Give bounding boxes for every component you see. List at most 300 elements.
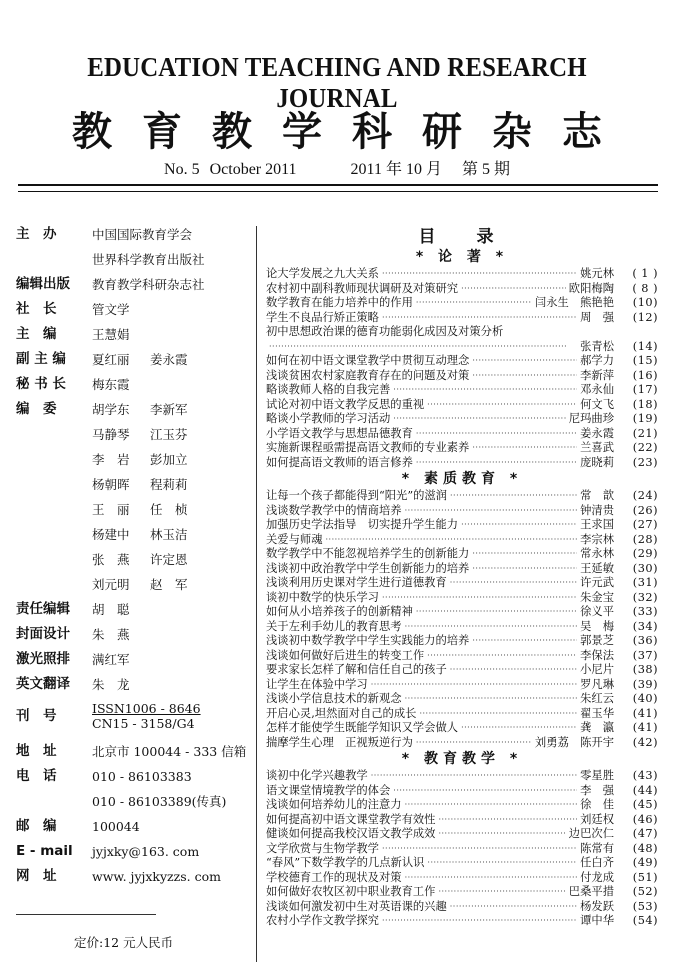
- toc-entry[interactable]: [266, 427, 658, 442]
- toc-entry[interactable]: [266, 383, 658, 398]
- toc-entry[interactable]: [266, 678, 658, 693]
- committee-name: 李 岩: [92, 452, 130, 467]
- toc-leader-dots: [393, 412, 566, 427]
- toc-entry-title: 略谈小学教师的学习活动: [266, 412, 391, 425]
- toc-entry-author: 李新萍: [580, 368, 614, 382]
- toc-entry-author: 巴桑平措: [568, 885, 614, 898]
- typeset-row: [16, 647, 252, 672]
- toc-entry-page: (53): [632, 899, 658, 913]
- committee-line: [92, 547, 252, 572]
- cover-row: [16, 622, 252, 647]
- toc-leader-dots: [427, 856, 577, 871]
- committee-line: [92, 472, 252, 497]
- committee-name: 江玉芬: [150, 427, 188, 442]
- cn-number: CN15 - 3158/G4: [92, 716, 195, 731]
- toc-entry[interactable]: [266, 692, 658, 707]
- toc-entry-author: 庞晓莉: [580, 455, 614, 469]
- committee-name: 刘元明: [92, 577, 130, 592]
- toc-entry[interactable]: [266, 456, 658, 471]
- cover-value: 朱 燕: [92, 627, 130, 642]
- toc-entry-author: 王求国: [580, 518, 614, 531]
- toc-leader-dots: [416, 736, 532, 751]
- toc-entry-author: 边巴次仁: [568, 827, 614, 840]
- toc-entry-title: “春风”下数学教学的几点新认识: [266, 856, 425, 869]
- toc-entry-page: (19): [632, 412, 658, 425]
- committee-name: 程莉莉: [150, 477, 188, 492]
- toc-entry[interactable]: [266, 398, 658, 413]
- toc-entry-page: (17): [632, 383, 658, 396]
- toc-leader-dots: [371, 678, 577, 693]
- toc-leader-dots: [461, 282, 566, 297]
- toc-entry-page: (51): [632, 870, 658, 884]
- toc-leader-dots: [382, 311, 577, 326]
- toc-entry-page: (18): [632, 397, 658, 411]
- committee-name: 杨建中: [92, 527, 130, 542]
- toc-entry[interactable]: [266, 842, 658, 857]
- toc-leader-dots: [405, 692, 578, 707]
- committee-line: [92, 572, 252, 597]
- toc-entry-page: (31): [632, 576, 658, 589]
- toc-entry-title: 让学生在体验中学习: [266, 677, 368, 691]
- toc-entry-page: (16): [632, 368, 658, 382]
- toc-entry[interactable]: [266, 489, 658, 504]
- deputy-value: [92, 347, 252, 372]
- toc-entry-page: (32): [632, 590, 658, 604]
- toc-entry-author: 吴 梅: [580, 619, 614, 633]
- toc-entry-page: (33): [632, 605, 658, 618]
- toc-entry[interactable]: [266, 267, 658, 282]
- toc-entry-title: 如何从小培养孩子的创新精神: [266, 605, 413, 618]
- postcode-label: 邮 编: [16, 818, 57, 834]
- deputy-name: 夏红丽: [92, 352, 130, 367]
- toc-leader-dots: [393, 383, 577, 398]
- toc-entry-author: 姜永霞: [580, 426, 614, 440]
- translator-value: 朱 龙: [92, 677, 130, 692]
- toc-entry-title: 如何提高语文教师的语言修养: [266, 455, 413, 469]
- toc-entry-author: 王延敏: [580, 561, 614, 575]
- toc-entry[interactable]: [266, 827, 658, 842]
- toc-entry-title: 怎样才能使学生既能学知识又学会做人: [266, 721, 459, 734]
- toc-entry-page: (38): [632, 663, 658, 676]
- toc-entry-page: (12): [632, 310, 658, 324]
- typeset-value: 满红军: [92, 652, 130, 667]
- toc-entry-title: 农村初中副科教师现状调研及对策研究: [266, 281, 459, 295]
- header-rule-top: [18, 184, 658, 186]
- toc-leader-dots: [450, 576, 577, 591]
- toc-entry-author: 何文飞: [580, 397, 614, 411]
- toc-entry[interactable]: [266, 769, 658, 784]
- email-label: E - mail: [16, 843, 73, 859]
- toc-entry-author: 朱金宝: [580, 590, 614, 604]
- toc-leader-dots: [416, 296, 532, 311]
- toc-entry-page: (37): [632, 648, 658, 662]
- phone-row: [16, 764, 252, 814]
- committee-line: [92, 497, 252, 522]
- toc-entry-title: 略谈教师人格的自我完善: [266, 383, 391, 396]
- toc-entry-author: 常 歆: [580, 489, 614, 502]
- toc-entry-author: 许元武: [580, 576, 614, 589]
- committee-name: 张 燕: [92, 552, 130, 567]
- toc-entry-page: (49): [632, 856, 658, 869]
- president-row: [16, 297, 252, 322]
- toc-entry-title: 农村小学作文教学探究: [266, 914, 379, 927]
- toc-entry-page: (36): [632, 634, 658, 647]
- toc-entry-author: 谭中华: [580, 914, 614, 927]
- toc-entry[interactable]: [266, 576, 658, 591]
- toc-entry-page: (44): [632, 783, 658, 797]
- toc-entry-author: 兰喜武: [580, 441, 614, 454]
- toc-entry-page: (41): [632, 706, 658, 720]
- toc-entry[interactable]: [266, 620, 658, 635]
- postcode-row: [16, 814, 252, 839]
- toc-leader-dots: [472, 354, 577, 369]
- toc-entry-author: 小尼片: [580, 663, 614, 676]
- committee-line: [92, 422, 252, 447]
- toc-entry[interactable]: [266, 282, 658, 297]
- toc-entry-author: 闫永生 熊艳艳: [534, 296, 614, 309]
- toc-entry-title: 浅谈如何做好后进生的转变工作: [266, 648, 425, 662]
- website-value: www. jyjxkyzzs. com: [92, 869, 221, 884]
- price: 定价:12 元人民币: [74, 935, 174, 950]
- toc-entry-title: 浅谈数学教学中的情商培养: [266, 503, 402, 517]
- toc-entry-author: 姚元林: [580, 267, 614, 280]
- toc-entry-page: (43): [632, 769, 658, 782]
- toc-entry-title: 如何做好农牧区初中职业教育工作: [266, 885, 436, 898]
- address-row: [16, 739, 252, 764]
- toc-entry-title: 浅谈如何培养幼儿的注意力: [266, 798, 402, 811]
- toc-entry[interactable]: [266, 591, 658, 606]
- toc-entry[interactable]: [266, 325, 658, 340]
- committee-name: 任 桢: [150, 502, 188, 517]
- toc-entry-title: 学校德育工作的现状及对策: [266, 870, 402, 884]
- toc-entry[interactable]: [266, 504, 658, 519]
- toc-entry-page: (47): [632, 827, 658, 840]
- toc-leader-dots: [472, 441, 577, 456]
- publisher-row: [16, 272, 252, 297]
- toc-entry-title: 语文课堂情境教学的体会: [266, 783, 391, 797]
- toc-entry[interactable]: [266, 412, 658, 427]
- toc-entry-page: (26): [632, 503, 658, 517]
- toc-entry-title: 浅谈初中数学教学中学生实践能力的培养: [266, 634, 470, 647]
- toc-leader-dots: [416, 605, 577, 620]
- toc-entry-page: (54): [632, 914, 658, 927]
- toc-entry-page: (29): [632, 547, 658, 560]
- toc-entry-title: 数学教学中不能忽视培养学生的创新能力: [266, 547, 470, 560]
- toc-entry[interactable]: [266, 885, 658, 900]
- toc-entry-title: 健谈如何提高我校汉语文教学成效: [266, 827, 436, 840]
- secretary-value: 梅东霞: [92, 377, 130, 392]
- committee-line: [92, 397, 252, 422]
- column-divider: [256, 226, 257, 962]
- president-label: 社 长: [16, 301, 57, 317]
- toc-body: [266, 248, 658, 929]
- editor-value: 胡 聪: [92, 602, 130, 617]
- toc-entry[interactable]: [266, 707, 658, 722]
- sponsor-row: [16, 222, 252, 272]
- toc-entry-title: 浅谈如何激发初中生对英语课的兴趣: [266, 899, 447, 913]
- toc-leader-dots: [382, 267, 577, 282]
- committee-name: 许定恩: [150, 552, 188, 567]
- toc-entry-title: 要求家长怎样了解和信任自己的孩子: [266, 663, 447, 676]
- toc-leader-dots: [405, 504, 578, 519]
- committee-line: [92, 447, 252, 472]
- toc-entry-page: (24): [632, 489, 658, 502]
- sponsor-line: 中国国际教育学会: [92, 227, 193, 242]
- toc-entry-page: (14): [632, 339, 658, 353]
- toc-entry[interactable]: [266, 547, 658, 562]
- toc-entry-title: 如何提高初中语文课堂教学有效性: [266, 812, 436, 826]
- fax-number: 010 - 86103389(传真): [92, 794, 227, 809]
- toc-entry-author: 朱红云: [580, 692, 614, 705]
- toc-entry-page: ( 1 ): [632, 267, 658, 280]
- president-value: 管文学: [92, 302, 130, 317]
- toc-entry[interactable]: [266, 533, 658, 548]
- toc-entry-page: (23): [632, 455, 658, 469]
- toc-entry-title: 文学欣赏与生物学教学: [266, 841, 379, 855]
- toc-entry[interactable]: [266, 813, 658, 828]
- toc-entry-author: 周 强: [580, 310, 614, 324]
- toc-leader-dots: [472, 562, 577, 577]
- toc-entry-page: (22): [632, 441, 658, 454]
- toc-leader-dots: [472, 547, 577, 562]
- toc-entry-page: (15): [632, 354, 658, 367]
- toc-entry-page: (48): [632, 841, 658, 855]
- toc-entry-page: ( 8 ): [632, 281, 658, 295]
- toc-leader-dots: [450, 489, 577, 504]
- committee-name: 胡学东: [92, 402, 130, 417]
- toc-entry[interactable]: [266, 784, 658, 799]
- toc-entry-title: 论大学发展之九大关系: [266, 267, 379, 280]
- secretary-label: 秘 书 长: [16, 376, 66, 392]
- toc-entry-page: (40): [632, 692, 658, 705]
- journal-title-cn: 教育教学科研杂志: [72, 109, 632, 155]
- toc-entry-page: (45): [632, 798, 658, 811]
- toc-leader-dots: [450, 900, 577, 915]
- toc-leader-dots: [438, 813, 577, 828]
- committee-name: 林玉洁: [150, 527, 188, 542]
- phone-value: [92, 764, 252, 814]
- toc-entry-author: 付龙成: [580, 870, 614, 884]
- committee-name: 王 丽: [92, 502, 130, 517]
- issue-number-cn: 第 5 期: [461, 161, 510, 178]
- sponsor-value: [92, 222, 252, 272]
- toc-leader-dots: [405, 620, 578, 635]
- toc-entry-title: 实施新课程亟需提高语文教师的专业素养: [266, 441, 470, 454]
- chief-editor-label: 主 编: [16, 326, 57, 342]
- toc-entry[interactable]: [266, 311, 658, 326]
- sponsor-label: 主 办: [16, 226, 57, 242]
- toc-entry[interactable]: [266, 856, 658, 871]
- toc-entry-title: 关于左利手幼儿的教育思考: [266, 619, 402, 633]
- toc-leader-dots: [382, 914, 577, 929]
- toc-entry[interactable]: [266, 562, 658, 577]
- toc-entry-author: 零星胜: [580, 769, 614, 782]
- toc-entry-title: 试论对初中语文教学反思的重视: [266, 397, 425, 411]
- toc-entry-title: 谈初中数学的快乐学习: [266, 590, 379, 604]
- toc-entry[interactable]: [266, 296, 658, 311]
- toc-leader-dots: [269, 340, 577, 355]
- toc-entry[interactable]: [266, 914, 658, 929]
- issn-value: [92, 697, 252, 731]
- toc-entry-author: 钟清贵: [580, 503, 614, 517]
- deputy-label: 副 主 编: [16, 351, 66, 367]
- toc-entry-title: 浅谈利用历史课对学生进行道德教育: [266, 576, 447, 589]
- toc-entry-author: 郝学力: [580, 354, 614, 367]
- publisher-value: 教育教学科研杂志社: [92, 277, 205, 292]
- toc-entry-author: 任白齐: [580, 856, 614, 869]
- toc-entry-title: 开启心灵,坦然面对自己的成长: [266, 706, 417, 720]
- toc-entry[interactable]: [266, 369, 658, 384]
- toc-entry-author: 刘勇荔 陈开宇: [534, 735, 614, 749]
- issue-number: No. 5: [164, 161, 200, 178]
- editor-label: 责任编辑: [16, 601, 70, 617]
- cover-label: 封面设计: [16, 626, 70, 642]
- postcode-value: 100044: [92, 819, 140, 834]
- committee-name: 李新军: [150, 402, 188, 417]
- toc-entry-page: (21): [632, 426, 658, 440]
- toc-entry-title: 学生不良品行矫正策略: [266, 310, 379, 324]
- sponsor-line: 世界科学教育出版社: [92, 252, 205, 267]
- toc-leader-dots: [393, 784, 577, 799]
- header-rule-bottom: [18, 191, 658, 192]
- toc-entry[interactable]: [266, 736, 658, 751]
- toc-entry-title: 初中思想政治课的德育功能弱化成因及对策分析: [266, 325, 504, 338]
- toc-leader-dots: [427, 398, 577, 413]
- toc-leader-dots: [416, 456, 577, 471]
- toc-entry[interactable]: [266, 340, 658, 355]
- masthead: [16, 222, 252, 889]
- price-divider: [16, 914, 156, 915]
- toc-leader-dots: [382, 842, 577, 857]
- toc-entry-page: (39): [632, 677, 658, 691]
- toc-entry-author: 徐义平: [580, 605, 614, 618]
- toc-entry-author: 李 强: [580, 783, 614, 797]
- toc-entry[interactable]: [266, 798, 658, 813]
- chief-editor-value: 王慧娟: [92, 327, 130, 342]
- issue-month: October 2011: [209, 161, 297, 178]
- committee-label: 编 委: [16, 401, 57, 417]
- toc-entry-title: 如何在初中语文课堂教学中贯彻互动理念: [266, 354, 470, 367]
- toc-entry-author: 尼玛曲珍: [568, 412, 614, 425]
- toc-section-heading: * 素质教育 *: [401, 471, 523, 487]
- toc-leader-dots: [419, 707, 577, 722]
- toc-section-heading: * 论 著 *: [415, 249, 509, 265]
- toc-entry-page: (30): [632, 561, 658, 575]
- issue-date-cn: 2011 年 10 月: [350, 161, 442, 178]
- toc-entry-author: 李宗林: [580, 532, 614, 546]
- toc-entry-page: (52): [632, 885, 658, 898]
- toc-entry[interactable]: [266, 354, 658, 369]
- chief-editor-row: [16, 322, 252, 347]
- toc-entry-title: 浅谈初中政治教学中学生创新能力的培养: [266, 561, 470, 575]
- toc-entry-author: 欧阳梅陶: [568, 281, 614, 295]
- toc-leader-dots: [416, 427, 577, 442]
- toc-entry-title: 浅谈小学信息技术的新观念: [266, 692, 402, 705]
- committee-list: [92, 397, 252, 597]
- toc-entry[interactable]: [266, 634, 658, 649]
- toc-entry[interactable]: [266, 663, 658, 678]
- address-value: 北京市 100044 - 333 信箱: [92, 744, 247, 759]
- committee-name: 杨朝晖: [92, 477, 130, 492]
- issn-row: [16, 697, 252, 735]
- toc-entry-author: 罗凡琳: [580, 677, 614, 691]
- email-value: jyjxky@163. com: [92, 844, 200, 859]
- toc-entry-author: 李保法: [580, 648, 614, 662]
- translator-label: 英文翻译: [16, 676, 70, 692]
- phone-number: 010 - 86103383: [92, 769, 192, 784]
- toc-entry[interactable]: [266, 441, 658, 456]
- editor-row: [16, 597, 252, 622]
- toc-leader-dots: [405, 871, 578, 886]
- toc-entry-title: 数学教育在能力培养中的作用: [266, 296, 413, 309]
- toc-entry[interactable]: [266, 605, 658, 620]
- toc-entry-page: (42): [632, 735, 658, 749]
- toc-entry-title: 让每一个孩子都能得到“阳光”的滋润: [266, 489, 448, 502]
- committee-name: 马静琴: [92, 427, 130, 442]
- toc-leader-dots: [427, 649, 577, 664]
- toc-entry-page: (46): [632, 812, 658, 826]
- email-row: [16, 839, 252, 864]
- toc-leader-dots: [450, 663, 577, 678]
- toc-entry-author: 徐 佳: [580, 798, 614, 811]
- publisher-label: 编辑出版: [16, 276, 70, 292]
- toc-entry-page: (10): [632, 296, 658, 309]
- toc-leader-dots: [472, 369, 577, 384]
- toc-entry-author: 杨发跃: [580, 899, 614, 913]
- toc-entry-page: (41): [632, 721, 658, 734]
- toc-entry[interactable]: [266, 871, 658, 886]
- toc-entry-page: (28): [632, 532, 658, 546]
- toc-entry[interactable]: [266, 518, 658, 533]
- toc-entry-author: 陈常有: [580, 841, 614, 855]
- typeset-label: 激光照排: [16, 651, 70, 667]
- journal-title-en: EDUCATION TEACHING AND RESEARCH JOURNAL: [87, 52, 587, 113]
- issue-line: [0, 156, 674, 179]
- committee-name: 赵 军: [150, 577, 188, 592]
- toc-leader-dots: [461, 721, 577, 736]
- toc-entry-author: 刘廷权: [580, 812, 614, 826]
- website-label: 网 址: [16, 868, 57, 884]
- committee-row: [16, 397, 252, 597]
- toc-leader-dots: [382, 591, 577, 606]
- toc-entry[interactable]: [266, 900, 658, 915]
- toc-leader-dots: [371, 769, 577, 784]
- toc-section-heading: * 教育教学 *: [401, 751, 523, 767]
- toc-leader-dots: [405, 798, 578, 813]
- toc-entry-author: 邓永仙: [580, 383, 614, 396]
- toc-entry-title: 揣摩学生心理 正视叛逆行为: [266, 735, 413, 749]
- secretary-row: [16, 372, 252, 397]
- toc-entry-title: 小学语文教学与思想品德教育: [266, 426, 413, 440]
- toc-entry-author: 郭景芝: [580, 634, 614, 647]
- phone-label: 电 话: [16, 768, 57, 784]
- toc-entry[interactable]: [266, 721, 658, 736]
- toc-entry[interactable]: [266, 649, 658, 664]
- committee-name: 彭加立: [150, 452, 188, 467]
- toc-entry-title: 谈初中化学兴趣教学: [266, 769, 368, 782]
- website-row: [16, 864, 252, 889]
- issn-number: ISSN1006 - 8646: [92, 701, 201, 716]
- toc-leader-dots: [472, 634, 577, 649]
- toc-entry-author: 翟玉华: [580, 706, 614, 720]
- committee-line: [92, 522, 252, 547]
- translator-row: [16, 672, 252, 697]
- toc-leader-dots: [461, 518, 577, 533]
- issn-label: 刊 号: [16, 708, 57, 724]
- toc-entry-title: 关爱与师魂: [266, 532, 323, 546]
- toc-title: 目 录: [418, 227, 506, 247]
- toc-leader-dots: [438, 827, 565, 842]
